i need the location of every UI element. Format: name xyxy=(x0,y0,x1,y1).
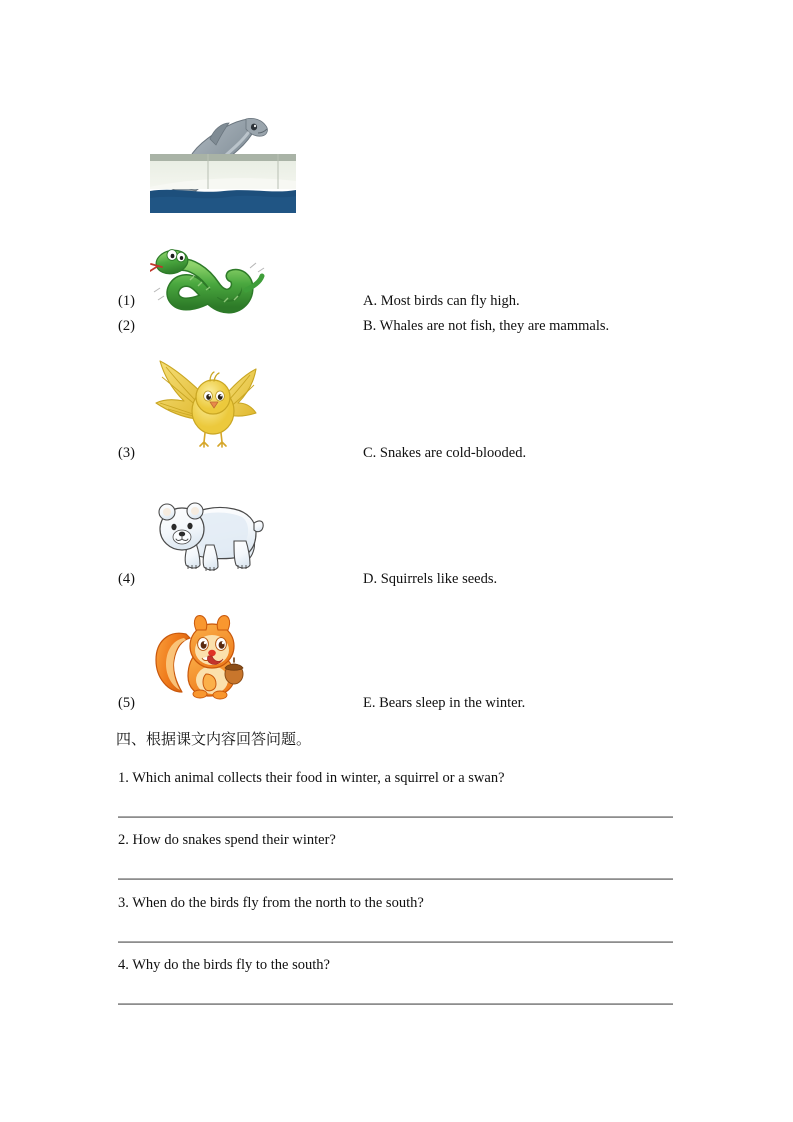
snake-illustration xyxy=(150,240,272,318)
item-number: (4) xyxy=(118,571,135,587)
item-number: (3) xyxy=(118,445,135,461)
bird-image xyxy=(150,355,262,451)
squirrel-illustration xyxy=(150,608,262,700)
option-text: D. Squirrels like seeds. xyxy=(363,571,498,587)
option-text: A. Most birds can fly high. xyxy=(363,293,520,309)
question-3: 3. When do the birds fly from the north to the south? xyxy=(118,895,424,911)
question-1: 1. Which animal collects their food in winter, a squirrel or a swan? xyxy=(118,770,505,786)
answer-line-1[interactable] xyxy=(118,816,673,818)
polar-bear-image xyxy=(150,487,268,577)
bird-illustration xyxy=(150,355,262,451)
option-text: B. Whales are not fish, they are mammals. xyxy=(363,318,610,334)
question-2: 2. How do snakes spend their winter? xyxy=(118,832,336,848)
item-number: (2) xyxy=(118,318,135,334)
item-number: (5) xyxy=(118,695,135,711)
answer-line-3[interactable] xyxy=(118,941,673,943)
snake-image xyxy=(150,240,272,318)
answer-line-4[interactable] xyxy=(118,1003,673,1005)
option-text: E. Bears sleep in the winter. xyxy=(363,695,526,711)
squirrel-image xyxy=(150,608,262,700)
question-4: 4. Why do the birds fly to the south? xyxy=(118,957,330,973)
section-heading: 四、根据课文内容回答问题。 xyxy=(116,730,312,748)
polar-bear-illustration xyxy=(150,487,268,577)
answer-line-2[interactable] xyxy=(118,878,673,880)
option-text: C. Snakes are cold-blooded. xyxy=(363,445,527,461)
item-number: (1) xyxy=(118,293,135,309)
